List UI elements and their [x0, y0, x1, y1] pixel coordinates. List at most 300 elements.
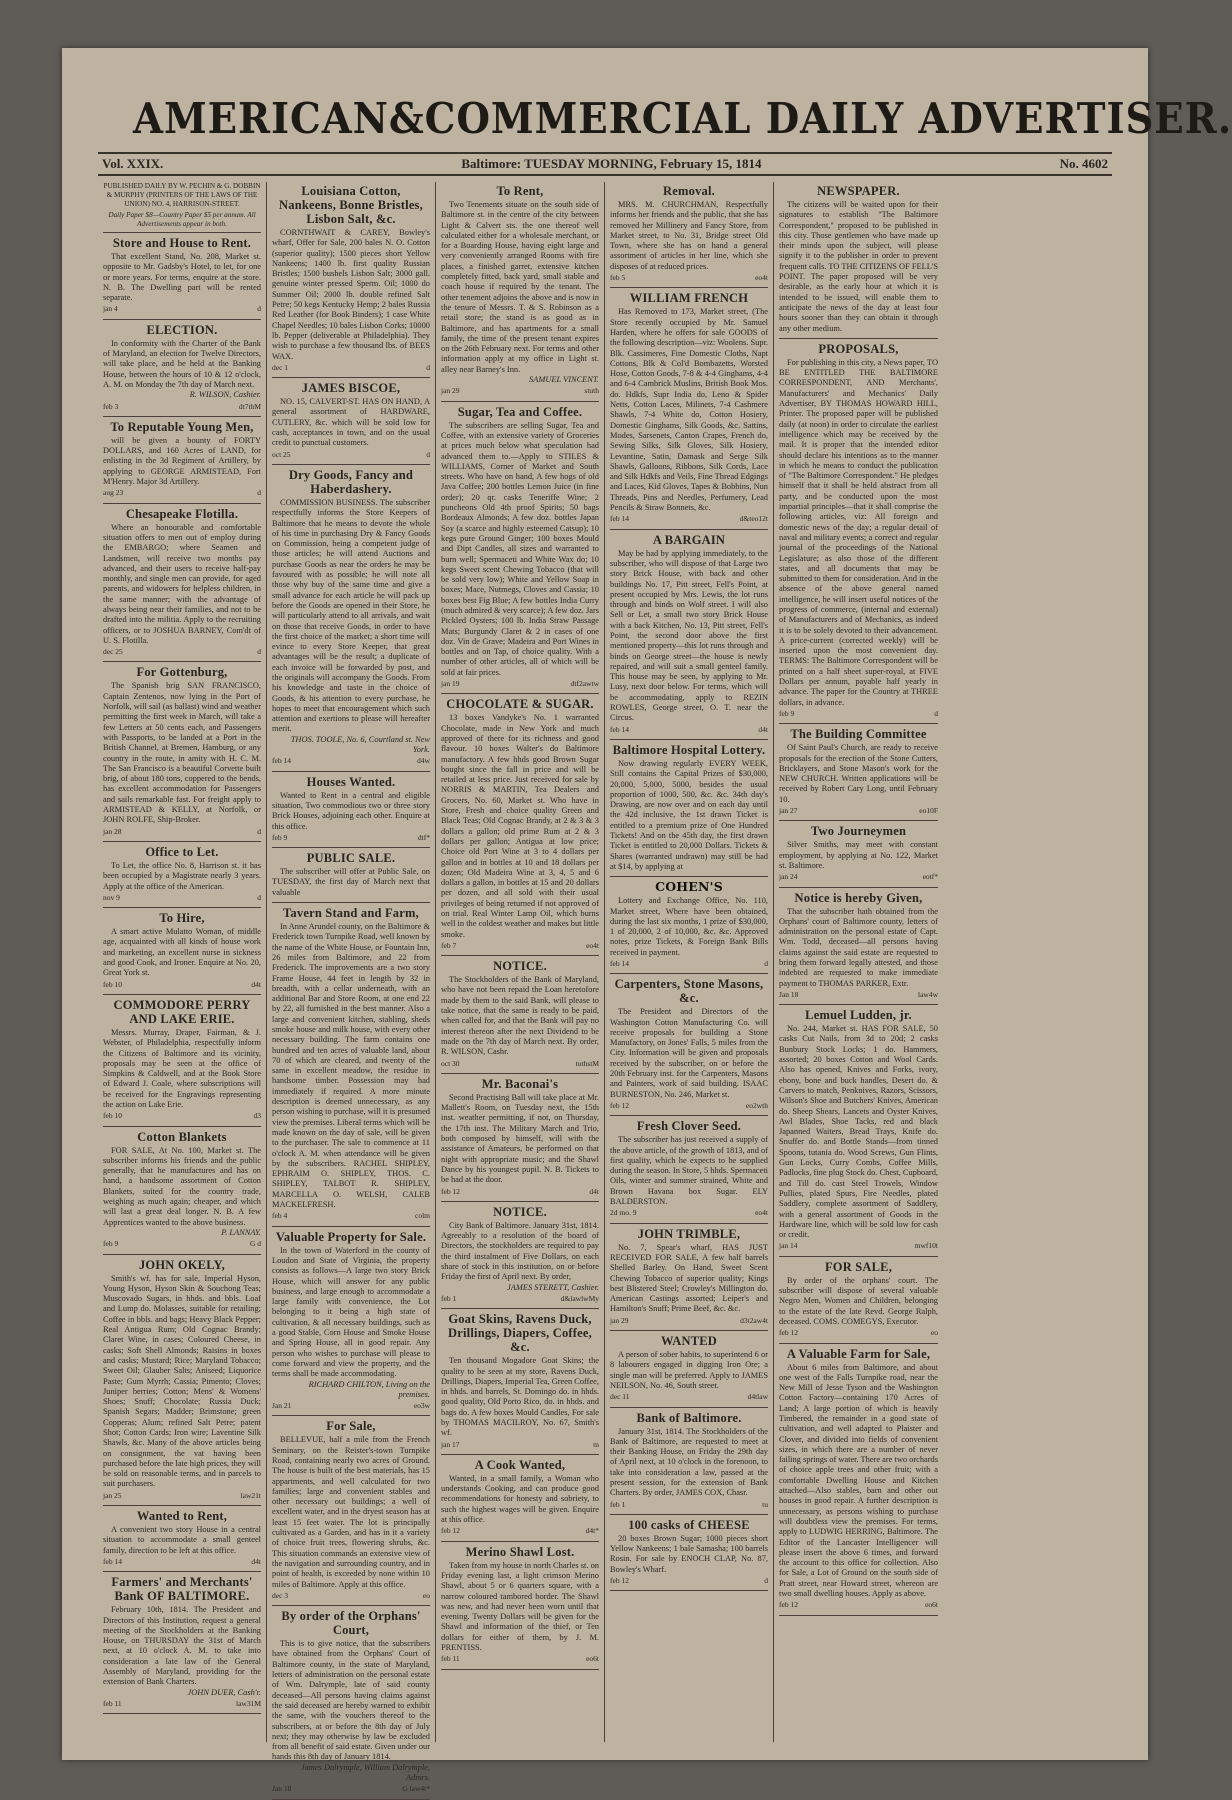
divider: [103, 1713, 261, 1714]
divider: [272, 1226, 430, 1227]
ad-date: jan 29: [610, 1315, 629, 1325]
ad-code: dtf2awtw: [570, 679, 599, 689]
ad-date: feb 4: [272, 1211, 288, 1221]
ad-date: nov 9: [103, 892, 120, 902]
ad-heading: By order of the Orphans' Court,: [281, 1609, 421, 1638]
ad-heading: ELECTION.: [146, 322, 218, 337]
ad-code: d4t: [758, 724, 768, 734]
divider: [103, 661, 261, 662]
advertisement: [441, 959, 599, 1069]
advertisement: [610, 533, 768, 735]
terms-notice: Daily Paper $8—Country Paper $5 per annum. All Advertisements appear in both.: [108, 211, 256, 229]
ad-heading: Sugar, Tea and Coffee.: [457, 404, 583, 419]
divider: [103, 1254, 261, 1255]
divider: [103, 1505, 261, 1506]
ad-date: feb 9: [272, 832, 288, 842]
advertisement: [441, 184, 599, 397]
ad-code: eo10F: [919, 806, 938, 816]
divider: [610, 1115, 768, 1116]
ad-body: Silver Smiths, may meet with constant employment, by applying at No. 122, Market st. Baltimore.: [779, 840, 938, 870]
divider: [610, 1514, 768, 1515]
ad-code: tuthstM: [575, 1058, 599, 1068]
ad-heading: Wanted to Rent,: [136, 1509, 228, 1524]
divider: [779, 820, 938, 821]
ad-code: d4tlaw: [747, 1392, 768, 1402]
column-2: [267, 182, 436, 1794]
advertisement: [272, 184, 430, 373]
ad-date: feb 1: [610, 1499, 626, 1509]
ad-date-code: [103, 304, 261, 314]
ad-heading: COHEN'S: [655, 879, 723, 895]
ad-date: dec 11: [610, 1392, 630, 1402]
advertisement: [272, 851, 430, 898]
ad-code: d: [764, 959, 768, 968]
divider: [103, 907, 261, 908]
advertisement: [441, 405, 599, 690]
ad-date: feb 9: [779, 708, 795, 718]
ad-date: dec 25: [103, 647, 123, 657]
ad-code: law31M: [236, 1698, 261, 1708]
ad-heading: JOHN OKELY,: [138, 1257, 226, 1272]
ad-date-code: [103, 488, 261, 498]
ad-body: Of Saint Paul's Church, are ready to receive proposals for the erection of the Stone Cutters, Bricklayers, and Stone Mason's work for the NEW CHURCH. Written applications will be received by Robert Cary Long, until February 10.: [779, 743, 938, 804]
ad-date: feb 12: [610, 1100, 629, 1110]
ad-date-code: [441, 1654, 599, 1664]
column-5: [774, 182, 943, 1742]
ad-signature: JAMES STERETT, Cashier.: [507, 1282, 599, 1292]
ad-body: COMMISSION BUSINESS. The subscriber respectfully informs the Store Keepers of Baltimore that he means to devote the whole of his time in purchasing Dry & Fancy Goods on Commission, being a competent judge of those articles; he will attend Auctions and purchase Goods as near the orders he may be favoured with as possible; he will note all those why buy of the same time and give a small advance for each article he will pack up before the Goods are opened in their Store, he will particularly attend to all arrivals, and wait on those that receive Goods, in order to have the first choice of the market; a short time will evince to every Store Keeper, that great advantages will be the result; a duplicate of each invoice will be forwarded by post, and the originals will accompany the Goods. From his knowledge and taste in the choice of Goods, & his attention to every purchase, he hopes to meet that encouragement which such attention and exertions to please will hereafter merit.: [272, 497, 430, 734]
advertisement: [103, 998, 261, 1122]
ad-date-code: [441, 941, 599, 951]
ad-heading: Mr. Baconai's: [481, 1076, 559, 1091]
ad-heading: PROPOSALS,: [818, 341, 899, 356]
ad-date-code: [103, 827, 261, 837]
ad-date-code: [779, 1328, 938, 1338]
ad-date: jan 27: [779, 806, 798, 816]
advertisement: [272, 775, 430, 843]
ad-date-code: [441, 386, 599, 396]
divider: [441, 1308, 599, 1309]
divider: [103, 994, 261, 995]
advertisement: [441, 1205, 599, 1304]
ad-body: Now drawing regularly EVERY WEEK, Still contains the Capital Prizes of $30,000, 20,000, 5,000, 5000, besides the usual proportion of 1000, 500, &c. &c. 34th day's Drawing, are now over and on each day until the 42d inclusive, the 1st drawn Ticket is entitled to a premium prize of One Hundred Tickets! And on the 45th day, the first drawn Ticket is entitled to 20,000 Dollars. Tickets & Shares (warranted undrawn) may still be had at $14, by applying at: [610, 758, 768, 871]
ad-heading: Louisiana Cotton, Nankeens, Bonne Bristles, Lisbon Salt, &c.: [279, 184, 423, 226]
ad-date: jan 29: [441, 386, 460, 396]
ad-body: By order of the orphans' court. The subscriber will dispose of several valuable Negro Men, Women and Children, belonging to the estate of the late Revd. George Ralph, deceased. COMS. COMEGYS, Executor.: [779, 1275, 938, 1326]
ad-date-code: [272, 363, 430, 373]
ad-code: d&lawlwMy: [560, 1293, 599, 1303]
advertisement: [272, 381, 430, 460]
ad-date-code: [441, 1294, 599, 1304]
ad-heading: Chesapeake Flotilla.: [125, 506, 239, 521]
advertisement: [103, 420, 261, 499]
divider: [441, 693, 599, 694]
volume-label: Vol. XXIX.: [102, 156, 164, 171]
ad-body: A smart active Mulatto Woman, of middle age, acquainted with all kinds of house work and marketing, an excellent nurse in sickness and good Cook, and Ironer. Enquire at No. 20, Great York st.: [103, 927, 261, 978]
ad-body: Smith's wf. has for sale, Imperial Hyson, Young Hyson, Hyson Skin & Souchong Teas; Muscovado Sugars, in hhds. and bbls. Loaf and Lump do. Molasses, suitable for retailing; Coffee in bbls. and bags; Heavy Black Pepper; Real Antigua Rum; Old Cognac Brandy; Claret Wine, in cases; Coloured Cheese, in casks; Soft Shell Almonds; Raisins in boxes and casks; Mustard; Rice; Maryland Tobacco; Sweet Oil; Glauber Salts; Aniseed; Liquorice Paste; Gum Myrrh; Cassia; Pimento; Cloves; Juniper berries; Cotton; Mens' & Womens' Shoes; Snuff; Chocolate; Russia Duck; Spanish Segars; Madder; Brimstone; green Copperas; Alum; refined Salt Petre; patent Shot; Cotton Cards; Iron wire; Laventine Silk Shawls, &c. Many of the above articles being on consignment, the vat having been purchased before the late high prices, they will be sold on reasonable terms, and in parcels to suit purchasers.: [103, 1273, 261, 1489]
advertisement: [610, 1334, 768, 1402]
ad-heading: 100 casks of CHEESE: [628, 1517, 750, 1532]
ad-code: d: [257, 892, 261, 902]
ad-date: feb 14: [610, 514, 629, 524]
ad-body: will be given a bounty of FORTY DOLLARS, and 160 Acres of LAND, for enlisting in the 3d Regiment of Artillery, by applying to GEORGE ARMISTEAD, Fort M'Henry. Major 3d Artillery.: [103, 435, 261, 487]
divider: [779, 887, 938, 888]
ad-date: feb 5: [610, 273, 626, 283]
divider: [103, 319, 261, 320]
ad-body: For publishing in this city, a News paper, TO BE ENTITLED THE BALTIMORE CORRESPONDENT, AND Merchants', Manufacturers' and Mechanics' Daily Advertiser, BY THOMAS HOWARD HILL, Printer. The proposed paper will be published daily (at noon) in order to circulate the earliest intelligence which may be received by the mail. It is proper that the intended editor should declare his intentions as to the manner in which he means to conduct the publication of "The Baltimore Correspondent." He pledges himself that it shall be held abstract from all party, and be conducted upon the most impartial principles—that it shall comprise the following articles, viz: All foreign and domestic news of the day; a regular detail of naval and military events; a correct and regular journal of the proceedings of the National Legislature; as also those of the different states, and all documents that may be submitted to them for consideration. And in the absence of the above general named intelligence, he will insert useful notices of the progress of commerce, (internal and external) of Manufacturers and of Mechanics, as indeed it is to be solely devoted to their advancement. A price-current (corrected weekly) will be inserted upon the most convenient day. TERMS: The Baltimore Correspondent will be printed on a half sheet super-royal, at FIVE Dollars per annum, payable half yearly in advance. The paper for the Country at THREE dollars, in advance.: [779, 357, 938, 707]
advertisement: [103, 1575, 261, 1709]
advertisement: [779, 1008, 938, 1252]
ad-date-code: [441, 1526, 599, 1536]
ad-date-code: [272, 1784, 430, 1794]
ad-body: The Stockholders of the Bank of Maryland, who have not been repaid the Loan heretofore made by them to the said Bank, will please to take notice, that the same is ready to be paid, when called for, and that the Bank will pay no interest thereon after the next Dividend to be made on the 7th day of March next. By order, R. WILSON, Cashr.: [441, 975, 599, 1057]
ad-date-code: [441, 1059, 599, 1069]
ad-heading: Dry Goods, Fancy and Haberdashery.: [288, 467, 414, 496]
ad-heading: FOR SALE,: [824, 1259, 893, 1274]
ad-date-code: [441, 679, 599, 689]
ad-signature: THOS. TOOLE, No. 6, Courtland st. New York.: [290, 734, 430, 755]
divider: [272, 771, 430, 772]
ad-heading: For Gottenburg,: [136, 665, 228, 680]
divider: [779, 1004, 938, 1005]
ad-body: Wanted to Rent in a central and eligible situation, Two commodious two or three story Brick Houses, adjoining each other. Enquire at this office.: [272, 790, 430, 831]
ad-body: A person of sober habits, to superintend 6 or 8 labourers engaged in digging Iron Ore; a single man will be preferred. Apply to JAMES NEILSON, No. 46, South street.: [610, 1350, 768, 1390]
ad-code: G d: [249, 1239, 261, 1249]
ad-code: d3t2aw4t: [740, 1315, 768, 1325]
ad-code: eo3w: [413, 1401, 430, 1411]
ad-body: 13 boxes Vandyke's No. 1 warranted Chocolate, made in New York and much approved of there for its richness and good flavour. 10 boxes Walter's do Baltimore manufactory. A few hhds good Brown Sugar bought since the fall in price and will be retailed at less price. Just received for sale by NORRIS & MARTIN, Tea Dealers and Grocers, No. 60, Market st. Who have in Store, Fresh and choice quality Green and Black Teas; Old Cognac Brandy, at 2 & 3 & 3 dollars a gallon; old prime Rum at 2 & 3 dollars per gallon; Antigua at low price; Choice old Port Wine at 3 to 4 dollars per gallon and in bottles at 10 and 18 dollars per dozen; Old Madeira Wine at 3, 4, 5 and 6 dollars a gallon, in bottles at 15 and 20 dollars per dozen, and all sold with their usual privileges of being returned if not approved of on trial. Real Winter Lamp Oil, which burns well in the coldest weather and makes but little smoke.: [441, 713, 599, 939]
ad-date-code: [272, 450, 430, 460]
ad-date: Jan 18: [779, 989, 799, 999]
ad-date-code: [441, 1187, 599, 1197]
advertisement: [103, 665, 261, 836]
ad-body: The Spanish brig SAN FRANCISCO, Captain Zentenos, now lying in the Port of Norfolk, will sail (as ballast) wind and weather permitting the first week in March, will take a few Letters at 50 cents each, and Passengers with Passports, to be landed at a Port in the British Channel, at Bremen, Hamburg, or any country in the route, in amity with H. C. M. The San Francisco is a beautiful Corvette built brig, of about 180 tons, coppered to the bends, has excellent accommodation for Passengers and sails remarkable fast. For freight apply to ARMISTEAD & KELLY, at Norfolk, or JOHN ROLFE, Ship-Broker.: [103, 681, 261, 825]
ad-date: Jan 21: [272, 1401, 292, 1411]
ad-date-code: [779, 806, 938, 816]
issue-date: Baltimore: TUESDAY MORNING, February 15, 1814: [461, 156, 762, 171]
ad-date: jan 28: [103, 826, 122, 836]
advertisement: [103, 236, 261, 315]
ad-code: G law4t*: [402, 1784, 430, 1794]
ad-code: colm: [415, 1211, 430, 1221]
ad-code: stuth: [584, 386, 599, 396]
ad-code: eo4t: [755, 273, 768, 283]
ad-date: feb 12: [610, 1576, 629, 1586]
ad-heading: To Hire,: [159, 911, 205, 926]
divider: [441, 1201, 599, 1202]
divider: [103, 1126, 261, 1127]
ad-signature: SAMUEL VINCENT.: [529, 375, 599, 385]
ad-body: Messrs. Murray, Draper, Fairman, & J. Webster, of Philadelphia, respectfully inform the Citizens of Baltimore and its vicinity, proposals may be seen at the office of Simpkins & Caldwell, and at the Book Store of Edward J. Coale, where subscriptions will be received for the Engravings representing the action on Lake Erie.: [103, 1027, 261, 1109]
divider: [272, 1799, 430, 1800]
divider: [610, 1223, 768, 1224]
ad-code: eotf*: [922, 872, 938, 882]
ad-body: In the town of Waterford in the county of Loudon and State of Virginia, the property consists as follows—A large two story Brick House, which will answer for any public business, and large enough to accommodate a large family with convenience, the Lot belonging to it being a high state of cultivation, & all necessary buildings, such as a good Stable, Corn House and Smoke House and Spring House, all in good repair. Any person who wishes to purchase will please to come forward and view the property, and the terms shall be made accommodating.: [272, 1245, 430, 1379]
ad-heading: Farmers' and Merchants' Bank OF BALTIMORE.: [111, 1575, 253, 1604]
ad-date: jan 4: [103, 304, 118, 314]
divider: [272, 1605, 430, 1606]
ad-code: d4t: [251, 1556, 261, 1566]
ad-heading: A BARGAIN: [652, 532, 726, 547]
ad-body: The subscriber has just received a supply of the above article, of the growth of 1813, and of first quality, which he expects to be supplied during the season. In Store, 5 hhds. Spermaceti Oils, winter and summer strained, White and Brown Havana box Sugar. ELY BALDERSTON.: [610, 1135, 768, 1207]
advertisement: [610, 880, 768, 969]
ad-date-code: [610, 959, 768, 969]
advertisement: [272, 1230, 430, 1412]
divider: [610, 1407, 768, 1408]
divider: [779, 1343, 938, 1344]
ad-heading: Valuable Property for Sale.: [275, 1229, 427, 1244]
ad-code: eo6t: [925, 1600, 938, 1610]
ad-code: d4t*: [585, 1526, 599, 1536]
column-1: [98, 182, 267, 1742]
ad-date-code: [610, 1101, 768, 1111]
ad-body: Has Removed to 173, Market street, (The Store recently occupied by Mr. Samuel Harden, where he offers for sale GOODS of the following description—viz: Woolens. Supr. Blk. Cassimeres, Fine Domestic Cloths, Napt Cottons, Blk & Col'd Bombazetts, Worsted Hose, Cotton Goods, 7-8 & 4-4 Ginghams, 4-4 and 6-4 Cambrick Muslins, British Book Mos. do. Hdkfs, Supr India do, Leno & Spider Netts, Cotton Laces, Milinets, 7-4 Cashmere Shawls, 7-4 White do, Cotton Hosiery, Domestic Ginghams, Silk Goods, &c. Sattins, Modes, Sarsenets, Canton Crapes, French do, Sewing Silks, Silk Gloves, Silk Hosiery, Levantine, Satin, Damask and Serge Silk Shawls, Galloons, Ribbons, Silk Cords, Lace and Silk Hdkfs and Veils, Fine Thread Edgings and Laces, Kid Gloves, Tapes & Bobbins, Nun Threads, Pins and Needles, Perfumery, Lead Pencils & Straw Bonnets, &c.: [610, 307, 768, 513]
divider: [441, 1669, 599, 1670]
ad-body: In conformity with the Charter of the Bank of Maryland, an election for Twelve Directors, will take place, and be held at the Banking House, between the hours of 10 & 12 o'clock, A. M. on Monday the 7th day of March next.: [103, 338, 261, 389]
ad-heading: Bank of Baltimore.: [636, 1410, 742, 1425]
advertisement: [779, 891, 938, 1001]
advertisement: [779, 1260, 938, 1339]
ad-heading: To Rent,: [496, 184, 544, 198]
ad-date: dec 1: [272, 362, 289, 372]
advertisement: [103, 1509, 261, 1567]
ad-date: oct 30: [441, 1058, 460, 1068]
ad-signature: R. WILSON, Cashier.: [189, 390, 261, 400]
ad-heading: Merino Shawl Lost.: [465, 1544, 575, 1559]
ad-heading: NOTICE.: [493, 959, 547, 974]
advertisement: [610, 977, 768, 1111]
advertisement: [610, 1518, 768, 1586]
ad-body: May be had by applying immediately, to the subscriber, who will dispose of that Large two story Brick House, with back and other buildings No. 17, Pitt street, Fell's Point, at present occupied by Mrs. Lewis, the lot runs through and binds on Wolf street. I will also Sell or Let, a small two story Brick House with a back Kitchen, No. 13, Pitt street, Fell's Point, the second door above the first mentioned property—this lot runs through and binds on George street—the house is newly repaired, and will suit a small genteel family. This house may be seen, by applying to Mr. Lusy, next door below. For terms, which will be accommodating, apply to REZIN ROWLES, George street, O. T. near the Circus.: [610, 548, 768, 723]
ad-body: MRS. M. CHURCHMAN, Respectfully informs her friends and the public, that she has removed her Millinery and Fancy Store, from Market street, to No. 31, Bridge street Old Town, where she has on hand a general assortment of articles in her line, which she disposes of at reduced prices.: [610, 200, 768, 271]
ad-body: In Anne Arundel county, on the Baltimore & Frederick town Turnpike Road, well known by the name of the White House, or Fountain Inn, 26 miles from Baltimore, and 22 from Frederick. The improvements are a two story Frame House, 44 feet in length by 32 in breadth, with a cellar underneath, with an additional Bar and Store Room, at one end 22 by 22, all furnished in the best manner. Also a large and convenient kitchen, stabling, sheds smoke house and milk house, with every other necessary building. The farm contains one hundred and ten acres of valuable land, about 70 of which are cleared, and twenty of the same in excellent meadow, the residue in handsome timber. Possession may had immediately if required. A more minute description is deemed unnecessary, as any person wishing to purchase, will it is presumed view the premises. Liberal terms which will be made known on the day of sale, will be given to the purchaser. The sale to commence at 11 o'clock A. M. when attendance will be given by the subscribers. RACHEL SHIPLEY, EPHRAIM O. SHIPLEY, THOS. C. SHIPLEY, TALBOT R. SHIPLEY, MARCELLA O. WELSH, CALEB MACKELFRESH.: [272, 922, 430, 1210]
advertisement: [103, 507, 261, 658]
advertisement: [610, 1227, 768, 1326]
masthead-title: AMERICAN&COMMERCIAL DAILY ADVERTISER.: [133, 94, 1232, 143]
ad-body: Second Practising Ball will take place at Mr. Mallett's Room, on Tuesday next, the 15th inst. weather permitting, if not, on Thursday, the 17th inst. The Military March and Trio, both composed by himself, will with the assistance of Amateurs, be performed on that night with appropriate music; and the Shawl Dance by his youngest pupil. N. B. Tickets to be had at the door.: [441, 1092, 599, 1185]
advertisement: [779, 1347, 938, 1611]
ad-code: d: [257, 826, 261, 836]
ad-date-code: [103, 980, 261, 990]
divider: [610, 1590, 768, 1591]
ad-date: jan 17: [441, 1439, 460, 1449]
ad-date-code: [779, 709, 938, 719]
ad-date: feb 14: [610, 724, 629, 734]
ad-date: feb 9: [103, 1239, 119, 1249]
ad-date-code: [779, 872, 938, 882]
ad-code: d: [426, 362, 430, 372]
advertisement: [779, 342, 938, 719]
advertisement: [610, 1411, 768, 1510]
ad-heading: Baltimore Hospital Lottery.: [612, 742, 766, 757]
advertisement: [103, 1258, 261, 1502]
ad-code: d: [257, 304, 261, 314]
ad-date-code: [272, 756, 430, 766]
ad-heading: CHOCOLATE & SUGAR.: [446, 697, 594, 712]
divider: [103, 232, 261, 233]
ad-heading: A Valuable Farm for Sale,: [786, 1346, 931, 1361]
ad-heading: WILLIAM FRENCH: [629, 291, 749, 306]
ad-body: The subscribers are selling Sugar, Tea and Coffee, with an extensive variety of Groceries at prices much below what speculation had advanced them to.—Apply to STILES & WILLIAMS, Corner of Market and South streets. Who have on hand, A few hogs of old Java Coffee; 200 bottles Lemon Juice (in fine order); 20 qr. casks Teneriffe Wine; 2 puncheons Old 4th proof Spirits; 50 bags Bordeaux Almonds; A few doz. bottles Japan Soy (a scarce and highly esteemed Catsup); 10 kegs pure Ground Ginger; 100 boxes Mould and Dipt Candles, all sizes and warranted to burn well; Spermaceti and White Wax do; 10 kegs Sweet scent Chewing Tobacco (that will be sold very low); White and Yellow Soap in boxes; Mace, Nutmegs, Cloves and Cassia; 10 boxes best Fig Blue; A few bottles India Curry (much admired & very scarce); A few doz. Jars Pickled Oysters; 100 lb. India Straw Passage Mats; Burgundy Claret & 2 in cases of one doz. Vin de Grave; Madeira and Port Wines in bottles and on Tap, of choice quality. With a number of other articles, all of which will be sold at fair prices.: [441, 420, 599, 677]
ad-date: jan 24: [779, 872, 798, 882]
ad-heading: Goat Skins, Ravens Duck, Drillings, Diapers, Coffee, &c.: [448, 1312, 592, 1355]
ad-date: feb 1: [441, 1293, 457, 1303]
divider: [610, 1330, 768, 1331]
ad-heading: Two Journeymen: [810, 824, 907, 839]
ad-date: feb 12: [441, 1526, 460, 1536]
ad-code: d4w: [417, 756, 430, 766]
ad-code: eo4t: [755, 1208, 768, 1218]
ad-body: City Bank of Baltimore. January 31st, 1814. Agreeably to a resolution of the board of Directors, the stockholders are required to pay the third instalment of Five Dollars, on each share of stock in this institution, on or before Friday the first of April next. By order,: [441, 1220, 599, 1282]
ad-heading: Cotton Blankets: [137, 1129, 227, 1144]
columns: [98, 182, 1112, 1794]
ad-code: eo6t: [586, 1654, 599, 1664]
ad-body: Where an honourable and comfortable situation offers to men out of employ during the EMBARGO; where Seamen and Landsmen, will receive two months pay advanced, and their users to receive half-pay monthly, and single men can provide, for aged parents, and widowers for helpless children, in the same manner; with the advantage of always being near their families, and not to be drafted into the militia. Apply to the recruiting officers, or to JOSHUA BARNEY, Com'dt of U. S. Flotilla.: [103, 522, 261, 645]
ad-date: dec 3: [272, 1590, 289, 1600]
ad-date-code: [610, 514, 768, 524]
ad-date-code: [103, 893, 261, 903]
advertisement: [610, 184, 768, 283]
divider: [272, 464, 430, 465]
ad-body: That the subscriber hath obtained from the Orphans' court of Baltimore county, letters of administration on the personal estate of Capt. Wm. Todd, deceased—all persons having claims against the said estate are requested to bring them forward legally attested, and those indebted are requested to make immediate payment to THOMAS PARKER, Extr.: [779, 906, 938, 988]
ad-body: BELLEVUE, half a mile from the French Seminary, on the Reister's-town Turnpike Road, containing nearly two acres of Ground. The house is built of the best materials, has 15 appartments, and well calculated for two families; large and convenient stables and other necessary out buildings; a well of excellent water, and in the dryest season has at least 15 feet water. The lot is principally cultivated as a Garden, and has in it a variety of choice fruit trees, flowering shrubs, &c. This situation commands an extensive view of the navigation and surrounding country, and in point of health, is exceeded by none within 10 miles of Baltimore. Apply at this office.: [272, 1435, 430, 1589]
ad-body: No. 244, Market st. HAS FOR SALE, 50 casks Cut Nails, from 3d to 20d; 2 casks Bunbury Stock Locks; 1 do. Hammers, assorted; 20 boxes Cotton and Wool Cards. Also has opened, Knives and Forks, ivory, ebony, bone and buck handles, Desert do. & Carvers to match, Penknives, Razors, Scissors, Wilson's Shoe and Butchers' Knives, American do. Sheep Shears, Lancets and Oyster Knives, Awl Blades, Shoe Tacks, red and black Japanned Waiters, Bread Trays, Knife do. Snuffer do. and Bottle Stands—from tinned Spoons, tutania do. Wood Screws, Gun Flints, Gun Locks, Curry Combs, Coffee Mills, Padlocks, fine plug Stock do. Chest, Cupboard, and Till do. cast Steel Trowels, Window Pullies, plated Spurs, Fire Needles, plated Saddlery, complete assortment of Saddlery, with a general assortment of Goods in the Hardware line, which will be sold low for cash or credit.: [779, 1024, 938, 1240]
advertisement: [779, 727, 938, 816]
ad-heading: Tavern Stand and Farm,: [283, 906, 419, 921]
ad-date-code: [272, 1211, 430, 1221]
ad-code: d: [426, 449, 430, 459]
ad-code: d: [257, 488, 261, 498]
ad-date-code: [103, 1699, 261, 1709]
ad-heading: Notice is hereby Given,: [794, 890, 923, 905]
advertisement: [779, 824, 938, 882]
advertisement: [272, 1609, 430, 1794]
divider: [779, 723, 938, 724]
ad-heading: For Sale,: [326, 1419, 376, 1434]
ad-date: Jan 18: [272, 1784, 292, 1794]
ad-date-code: [441, 1440, 599, 1450]
ad-date-code: [103, 1239, 261, 1249]
ad-date: feb 14: [610, 959, 629, 968]
ad-date-code: [103, 1557, 261, 1567]
ad-heading: Removal.: [663, 184, 715, 198]
ad-date-code: [103, 1491, 261, 1501]
ad-heading: JAMES BISCOE,: [301, 381, 401, 396]
advertisement: [610, 743, 768, 872]
ad-code: eo: [422, 1590, 430, 1600]
ad-body: To Let, the office No. 8, Harrison st. it has been occupied by a Magistrate nearly 3 years. Apply at the office of the American.: [103, 860, 261, 891]
ad-date: feb 12: [779, 1328, 798, 1338]
ad-body: The subscriber will offer at Public Sale, on TUESDAY, the first day of March next that valuable: [272, 867, 430, 897]
ad-date: 2d mo. 9: [610, 1208, 637, 1218]
ad-body: February 10th, 1814. The President and Directors of this Institution, request a general meeting of the Stockholders at the Banking House, on THURSDAY the 31st of March next, at 10 o'clock A. M. to take into consideration a late law of the General Assembly of Maryland, providing for the extension of Bank Charters.: [103, 1605, 261, 1687]
ad-date: feb 7: [441, 940, 457, 950]
ad-body: FOR SALE, At No. 100, Market st. The subscriber informs his friends and the public generally, that he manufactures and has on hand, a handsome assortment of Cotton Blankets, suited for the country trade, weighing as much again; cheaper, and which will last a great deal longer. N. B. A few Apprentices wanted to the above business.: [103, 1145, 261, 1227]
divider: [272, 847, 430, 848]
ad-date: jan 25: [103, 1490, 122, 1500]
ad-heading: COMMODORE PERRY AND LAKE ERIE.: [113, 997, 251, 1026]
ad-body: The citizens will be waited upon for their signatures to establish "The Baltimore Correspondent," proposed to be published in this city. Those gentlemen who have made up their minds upon the subject, will please signify it to the publisher in order to prevent frequent calls. TO THE CITIZENS OF FELL'S POINT. The paper proposed will be very desirable, as the early hour at which it is intended to be issued, will enable them to anticipate the news of the day at least four hours sooner than they can obtain it through any other medium.: [779, 200, 938, 333]
ad-code: eo4t: [586, 940, 599, 950]
ad-code: eo2wth: [745, 1100, 768, 1110]
ad-date-code: [610, 1500, 768, 1510]
ad-date-code: [779, 1241, 938, 1251]
divider: [103, 1571, 261, 1572]
ad-body: NO. 15, CALVERT-ST. HAS ON HAND, A general assortment of HARDWARE, CUTLERY, &c. which will be sold low for cash, acceptances in town, and on the usual credit to punctual customers.: [272, 397, 430, 448]
divider: [272, 377, 430, 378]
issue-number: No. 4602: [1059, 156, 1108, 171]
ad-date-code: [610, 273, 768, 283]
ad-heading: PUBLIC SALE.: [306, 851, 396, 866]
divider: [610, 876, 768, 877]
ad-signature: RICHARD CHILTON, Living on the premises.: [308, 1379, 430, 1399]
ad-signature: P. LANNAY.: [221, 1227, 261, 1237]
ad-date: feb 11: [103, 1698, 122, 1708]
ad-body: Wanted, in a small family, a Woman who understands Cooking, and can produce good recommendations for honesty and sobriety, to such the highest wages will be given. Enquire at this office.: [441, 1473, 599, 1525]
ad-heading: The Building Committee: [790, 727, 927, 742]
ad-date-code: [610, 1392, 768, 1402]
divider: [610, 973, 768, 974]
ad-body: This is to give notice, that the subscribers have obtained from the Orphans' Court of Baltimore county, in the state of Maryland, letters of administration on the personal estate of Wm. Dalrymple, late of said county deceased—All persons having claims against the said deceased are hereby warned to exhibit the same, with the vouchers thereof to the subscribers, at or before the 8th day of July next; they may otherwise by law be excluded from all benefit of said estate. Given under our hands this 8th day of January 1814.: [272, 1639, 430, 1762]
ad-signature: James Dalrymple, William Dalrymple, Admrs.: [300, 1762, 430, 1782]
ad-heading: Fresh Clover Seed.: [636, 1119, 742, 1134]
ad-body: That excellent Stand, No. 208, Market st. opposite to Mr. Gadsby's Hotel, to let, for one or more years. For terms, enquire at the store. N. B. The Dwelling part will be rented separate.: [103, 251, 261, 303]
ad-heading: Carpenters, Stone Masons, &c.: [614, 977, 764, 1006]
ad-body: Two Tenements situate on the south side of Baltimore st. in the centre of the city between Light & Calvert sts. the one thereof well calculated either for a wholesale merchant, or for a Boarding House, having eight large and very conveniently arranged Rooms with fire places, a finished garret, extensive kitchen completely fitted, back yard, small stable and coach house if required by the tenant. The other tenement adjoins the above and is now in the tenure of Messrs. T. & S. Robinson as a retail store; the stand is as good as in Baltimore, and has apartments for a small family, the time of the present tenant expires on the 26th February next. For terms and other information apply at my office in Light st. alley near Barney's Inn.: [441, 200, 599, 374]
ad-body: Lottery and Exchange Office, No. 110, Market street, Where have been obtained, during the last six months, 1 prize of $30,000, 1 of 20,000, 2 of 10,000, &c. &c. Approved notes, prize Tickets, & Foreign Bank Bills received in payment.: [610, 896, 768, 957]
ad-date: aug 23: [103, 488, 124, 498]
ad-date-code: [272, 1591, 430, 1601]
ad-heading: To Reputable Young Men,: [110, 419, 254, 434]
publisher-notice: PUBLISHED DAILY BY W. PECHIN & G. DOBBIN & MURPHY (PRINTERS OF THE LAWS OF THE UNION) NO. 4, HARRISON-STREET.: [103, 182, 261, 208]
divider: [610, 529, 768, 530]
ad-date-code: [103, 1111, 261, 1121]
advertisement: [103, 845, 261, 903]
ad-code: d3: [253, 1111, 261, 1121]
ad-code: d&teo12t: [739, 514, 768, 524]
ad-code: d: [257, 647, 261, 657]
divider: [779, 338, 938, 339]
newspaper-page: [62, 48, 1232, 1794]
advertisement: [441, 697, 599, 951]
advertisement: [441, 1458, 599, 1537]
ad-code: law21t: [240, 1490, 261, 1500]
ad-date: feb 10: [103, 1111, 122, 1121]
ad-date-code: [103, 402, 261, 412]
ad-body: No. 7, Spear's wharf, HAS JUST RECEIVED FOR SALE, A few half barrels Shelled Barley. On Hand, Sweet Scent Chewing Tobacco of superior quality; Kings best Blistered Steel; Crowley's Millington do. American Castings assorted; Leiper's and Hamilton's Snuff; Prime Beef, &c. &c.: [610, 1242, 768, 1314]
advertisement: [610, 291, 768, 524]
ad-body: Taken from my house in north Charles st. on Friday evening last, a light crimson Merino Shawl, about 5 or 6 quarters square, with a narrow coloured tambored border. The Shawl was new, and had never been worn until that evening. Twenty Dollars will be given for the Shawl and information of the thief, or Ten dollars for either of them, by J. M. PRENTISS.: [441, 1560, 599, 1653]
advertisement: [103, 911, 261, 990]
ad-date: jan 14: [779, 1241, 798, 1251]
ad-date-code: [610, 1576, 768, 1586]
ad-date-code: [610, 1208, 768, 1218]
divider: [441, 1541, 599, 1542]
ad-date: feb 10: [103, 979, 122, 989]
advertisement: [610, 1119, 768, 1218]
ad-date-code: [779, 1600, 938, 1610]
ad-date-code: [272, 1401, 430, 1411]
divider: [610, 287, 768, 288]
ad-body: CORNTHWAIT & CAREY, Bowley's wharf, Offer for Sale, 200 bales N. O. Cotton (superior quality); 1500 pieces short Yellow Nankeens; 1400 lb. first quality Russian Bristles; 1500 bushels Lisbon Salt; 3000 gall. genuine winter pressed Sperm. Oil; 1000 do Summer Oil; 2000 lb. double refined Salt Petre; 50 kegs Kentucky Hemp; 2 bales Russia Red Leather (for Book Binders); 1 case White Chapel Needles; 10 bales Lisbon Corks; 10000 lb. Pepper (deliverable at Philadelphia). They wish to purchase a few thousand lbs. of BEES WAX.: [272, 228, 430, 361]
divider: [441, 1073, 599, 1074]
ad-date-code: [272, 833, 430, 843]
advertisement: [103, 323, 261, 412]
advertisement: [441, 1077, 599, 1197]
ad-code: mwf10t: [914, 1241, 938, 1251]
ad-code: eo: [930, 1328, 938, 1338]
ad-code: d: [934, 708, 938, 718]
